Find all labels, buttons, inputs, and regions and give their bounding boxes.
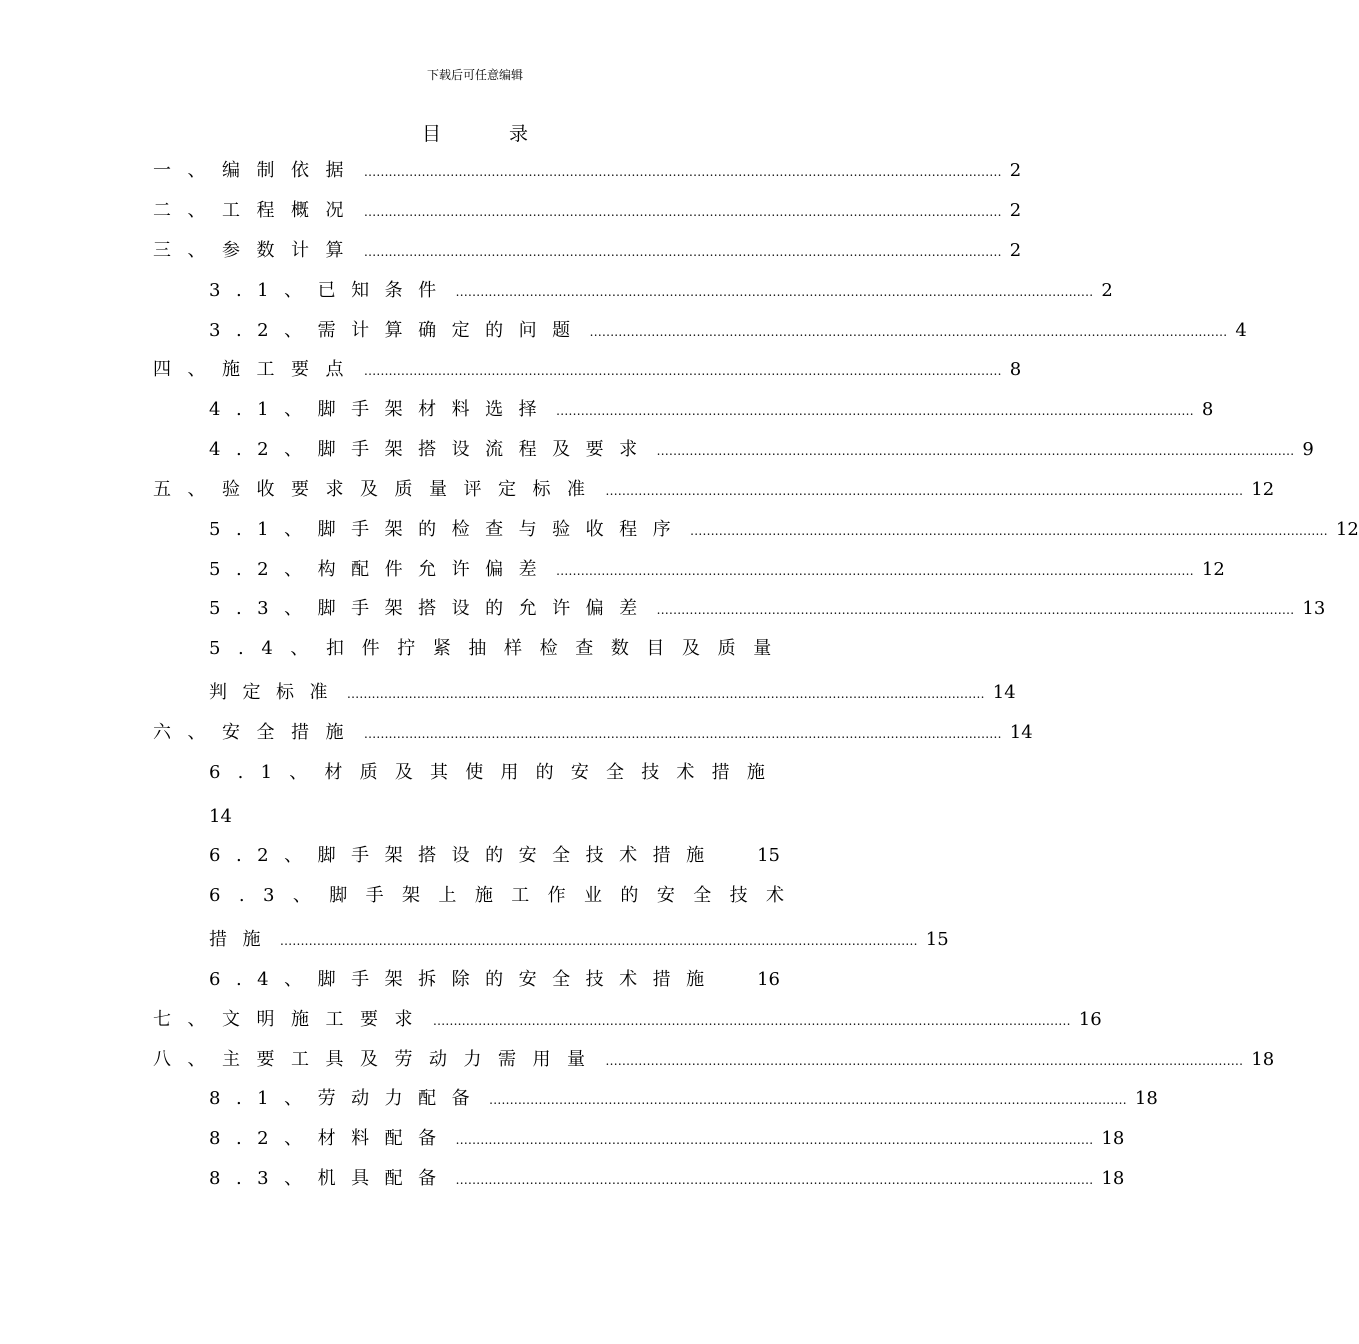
toc-entry-label: 5.3、脚手架搭设的允许偏差 [209, 598, 653, 619]
toc-entry-page: 8 [1009, 359, 1022, 380]
toc-entry-page: 16 [757, 969, 780, 990]
toc-entry[interactable] [153, 239, 1022, 263]
toc-entry-label: 8.1、劳动力配备 [209, 1088, 486, 1109]
toc-leader-dots: ........................................................................................................................................................... [656, 444, 1295, 458]
toc-leader-dots: ........................................................................................................................................................... [690, 524, 1328, 538]
toc-entry-page: 2 [1101, 280, 1113, 301]
toc-entry-label: 一、编制依据 [153, 160, 360, 181]
toc-subentry[interactable] [209, 319, 1247, 343]
toc-subentry[interactable] [209, 761, 790, 785]
toc-leader-dots: ........................................................................................................................................................... [455, 285, 1094, 299]
toc-entry-label: 6.2、脚手架搭设的安全技术措施 [209, 845, 720, 866]
toc-entry[interactable] [153, 358, 1022, 382]
toc-leader-dots: ........................................................................................................................................................... [364, 205, 1002, 219]
toc-entry-label: 七、文明施工要求 [153, 1009, 429, 1030]
page-header: 下载后可任意编辑 [426, 68, 523, 82]
toc-entry-label: 6.3、脚手架上施工作业的安全技术 [209, 885, 803, 906]
toc-leader-dots: ........................................................................................................................................................... [433, 1014, 1071, 1028]
toc-leader-dots: ........................................................................................................................................................... [455, 1133, 1094, 1147]
toc-entry[interactable] [153, 478, 1275, 502]
toc-entry-label: 五、验收要求及质量评定标准 [153, 479, 602, 500]
toc-entry-page: 4 [1235, 320, 1247, 341]
toc-leader-dots: ........................................................................................................................................................... [556, 564, 1194, 578]
toc-leader-dots: ........................................................................................................................................................... [605, 484, 1244, 498]
toc-entry-label: 8.3、机具配备 [209, 1168, 452, 1189]
toc-subentry[interactable] [209, 1127, 1125, 1151]
toc-entry-label: 二、工程概况 [153, 200, 360, 221]
toc-entry-page: 14 [992, 682, 1016, 703]
toc-subentry[interactable] [209, 1087, 1158, 1111]
toc-entry-page: 8 [1201, 399, 1214, 420]
toc-entry-page: 18 [1134, 1088, 1158, 1109]
toc-entry-label: 6.4、脚手架拆除的安全技术措施 [209, 969, 720, 990]
toc-entry-label: 5.1、脚手架的检查与验收程序 [209, 519, 687, 540]
toc-subentry[interactable] [209, 279, 1113, 303]
toc-entry-label: 5.2、构配件允许偏差 [209, 559, 553, 580]
toc-leader-dots: ........................................................................................................................................................... [364, 727, 1002, 741]
toc-entry-label: 3.2、需计算确定的问题 [209, 320, 586, 341]
toc-subentry[interactable] [209, 597, 1326, 621]
toc-subentry[interactable] [209, 844, 780, 868]
toc-entry-label: 四、施工要点 [153, 359, 360, 380]
toc-entry-label: 三、参数计算 [153, 240, 360, 261]
toc-entry-label: 5.4、扣件拧紧抽样检查数目及质量 [209, 638, 789, 659]
toc-entry-page: 12 [1201, 559, 1225, 580]
toc-entry-label: 八、主要工具及劳动力需用量 [153, 1049, 602, 1070]
toc-entry-page: 9 [1302, 439, 1314, 460]
toc-leader-dots: ........................................................................................................................................................... [280, 934, 918, 948]
toc-subentry[interactable] [209, 518, 1359, 542]
toc-subentry[interactable] [209, 438, 1314, 462]
toc-leader-dots: ........................................................................................................................................................... [347, 687, 985, 701]
toc-leader-dots: ........................................................................................................................................................... [556, 404, 1194, 418]
toc-leader-dots: ........................................................................................................................................................... [364, 245, 1002, 259]
toc-entry-page: 18 [1101, 1168, 1125, 1189]
toc-entry-page: 14 [1009, 722, 1033, 743]
toc-entry-page: 12 [1335, 519, 1359, 540]
toc-entry-label-continued: 措施 [209, 929, 276, 950]
toc-entry-page: 12 [1251, 479, 1275, 500]
toc-entry[interactable] [153, 721, 1033, 745]
toc-entry-label-continued: 判定标准 [209, 682, 343, 703]
toc-entry-page: 15 [925, 929, 949, 950]
toc-entry[interactable] [153, 159, 1022, 183]
toc-entry[interactable] [153, 1008, 1102, 1032]
toc-entry[interactable] [153, 1048, 1275, 1072]
toc-leader-dots: ........................................................................................................................................................... [364, 165, 1002, 179]
toc-entry-page: 2 [1009, 240, 1022, 261]
toc-subentry[interactable] [209, 398, 1214, 422]
toc-leader-dots: ........................................................................................................................................................... [364, 364, 1002, 378]
toc-entry-label: 3.1、已知条件 [209, 280, 452, 301]
toc-title [0, 119, 950, 146]
toc-entry-label: 8.2、材料配备 [209, 1128, 452, 1149]
toc-entry-page: 13 [1302, 598, 1326, 619]
toc-subentry-continued[interactable] [209, 805, 309, 829]
toc-subentry-continued[interactable] [209, 928, 949, 952]
toc-entry-page: 14 [209, 806, 232, 827]
toc-entry-page: 2 [1009, 160, 1022, 181]
toc-subentry[interactable] [209, 637, 790, 661]
toc-subentry[interactable] [209, 1167, 1125, 1191]
toc-subentry[interactable] [209, 884, 803, 908]
toc-entry-label: 4.2、脚手架搭设流程及要求 [209, 439, 653, 460]
toc-entry-page: 18 [1251, 1049, 1275, 1070]
toc-leader-dots: ........................................................................................................................................................... [489, 1093, 1127, 1107]
toc-leader-dots: ........................................................................................................................................................... [605, 1054, 1244, 1068]
title-char-2: 录 [509, 123, 529, 145]
toc-subentry[interactable] [209, 558, 1225, 582]
toc-leader-dots: ........................................................................................................................................................... [656, 603, 1295, 617]
toc-entry-label: 六、安全措施 [153, 722, 360, 743]
toc-entry-page: 18 [1101, 1128, 1125, 1149]
toc-entry[interactable] [153, 199, 1022, 223]
toc-subentry[interactable] [209, 968, 780, 992]
toc-leader-dots: ........................................................................................................................................................... [455, 1173, 1094, 1187]
toc-entry-label: 4.1、脚手架材料选择 [209, 399, 553, 420]
title-char-1: 目 [421, 123, 441, 145]
toc-subentry-continued[interactable] [209, 681, 1016, 705]
toc-entry-page: 16 [1078, 1009, 1102, 1030]
toc-leader-dots: ........................................................................................................................................................... [589, 325, 1228, 339]
toc-entry-page: 15 [757, 845, 780, 866]
toc-entry-page: 2 [1009, 200, 1022, 221]
toc-entry-label: 6.1、材质及其使用的安全技术措施 [209, 762, 783, 783]
